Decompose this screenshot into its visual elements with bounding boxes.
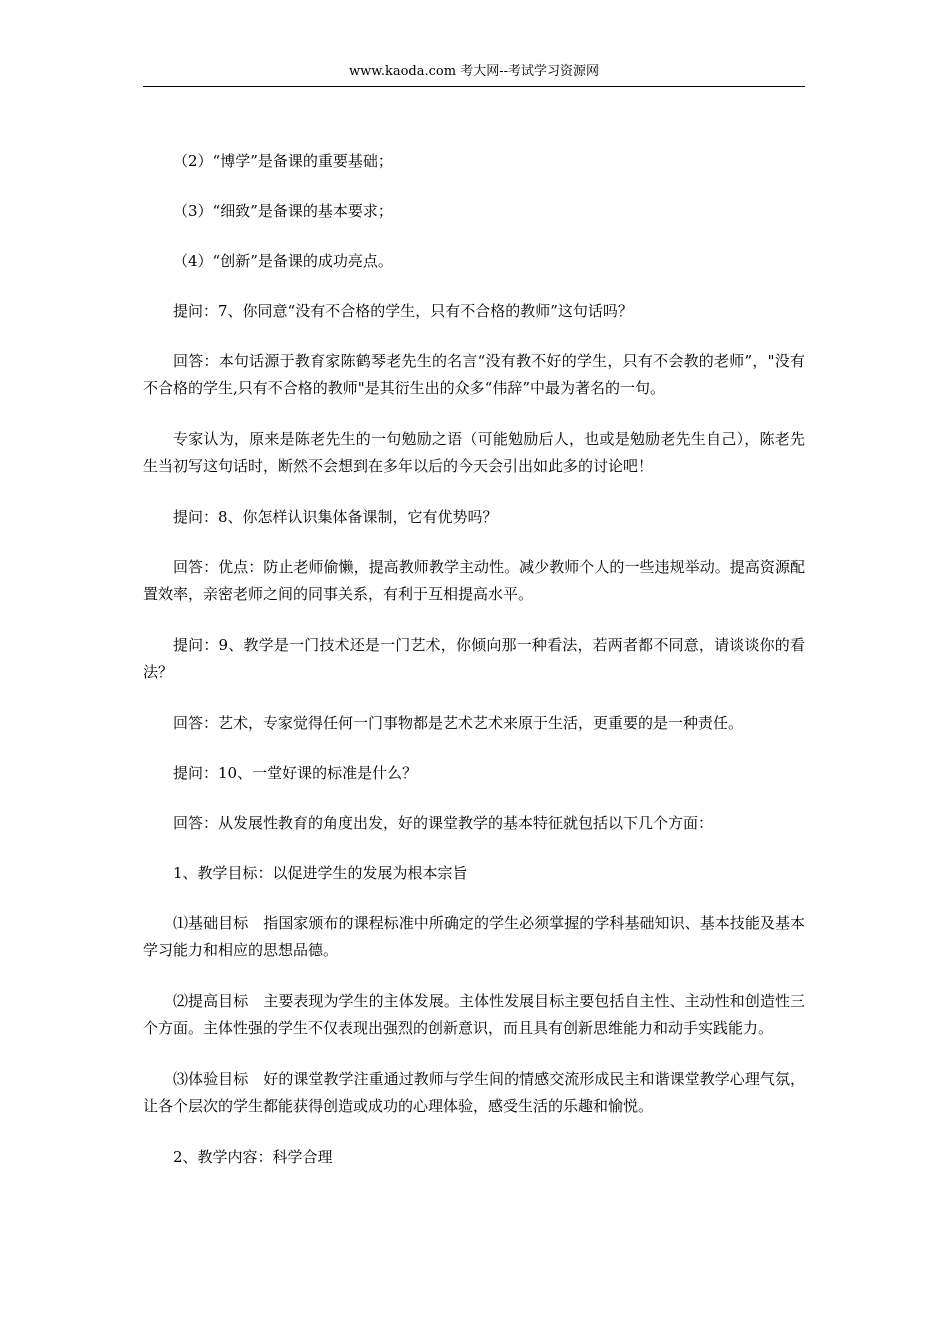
paragraph-3: （4）“创新”是备课的成功亮点。 <box>173 252 393 270</box>
document-body <box>143 148 805 1194</box>
paragraph-5: 回答：本句话源于教育家陈鹤琴老先生的名言“没有教不好的学生，只有不会教的老师”，"没有不合格的学生,只有不合格的教师"是其衍生出的众多“伟辞”中最为著名的一句。 <box>143 352 805 397</box>
paragraph-2: （3）“细致”是备课的基本要求； <box>173 202 393 220</box>
paragraph-15: ⑵提高目标 主要表现为学生的主体发展。主体性发展目标主要包括自主性、主动性和创造性三个方面。主体性强的学生不仅表现出强烈的创新意识，而且具有创新思维能力和动手实践能力。 <box>143 992 805 1037</box>
paragraph-1: （2）“博学”是备课的重要基础； <box>173 152 393 170</box>
paragraph-16: ⑶体验目标 好的课堂教学注重通过教师与学生间的情感交流形成民主和谐课堂教学心理气氛，让各个层次的学生都能获得创造或成功的心理体验，感受生活的乐趣和愉悦。 <box>143 1070 805 1115</box>
paragraph-4: 提问：7、你同意“没有不合格的学生，只有不合格的教师”这句话吗？ <box>173 302 633 320</box>
paragraph-7: 提问：8、你怎样认识集体备课制，它有优势吗？ <box>173 508 498 526</box>
header-site-text: www.kaoda.com 考大网--考试学习资源网 <box>349 64 599 79</box>
paragraph-9: 提问：9、教学是一门技术还是一门艺术，你倾向那一种看法，若两者都不同意，请谈谈你的看法？ <box>143 636 805 681</box>
paragraph-10: 回答：艺术，专家觉得任何一门事物都是艺术艺术来原于生活，更重要的是一种责任。 <box>173 714 744 732</box>
paragraph-13: 1、教学目标：以促进学生的发展为根本宗旨 <box>173 864 468 882</box>
paragraph-17: 2、教学内容：科学合理 <box>173 1148 333 1166</box>
paragraph-12: 回答：从发展性教育的角度出发，好的课堂教学的基本特征就包括以下几个方面： <box>173 814 714 832</box>
page-header <box>143 62 805 87</box>
paragraph-8: 回答：优点：防止老师偷懒，提高教师教学主动性。减少教师个人的一些违规举动。提高资源配置效率，亲密老师之间的同事关系，有利于互相提高水平。 <box>143 558 805 603</box>
paragraph-14: ⑴基础目标 指国家颁布的课程标准中所确定的学生必须掌握的学科基础知识、基本技能及基本学习能力和相应的思想品德。 <box>143 914 805 959</box>
paragraph-11: 提问：10、一堂好课的标准是什么？ <box>173 764 418 782</box>
paragraph-6: 专家认为，原来是陈老先生的一句勉励之语（可能勉励后人，也或是勉励老先生自己），陈老先生当初写这句话时，断然不会想到在多年以后的今天会引出如此多的讨论吧！ <box>143 430 805 475</box>
